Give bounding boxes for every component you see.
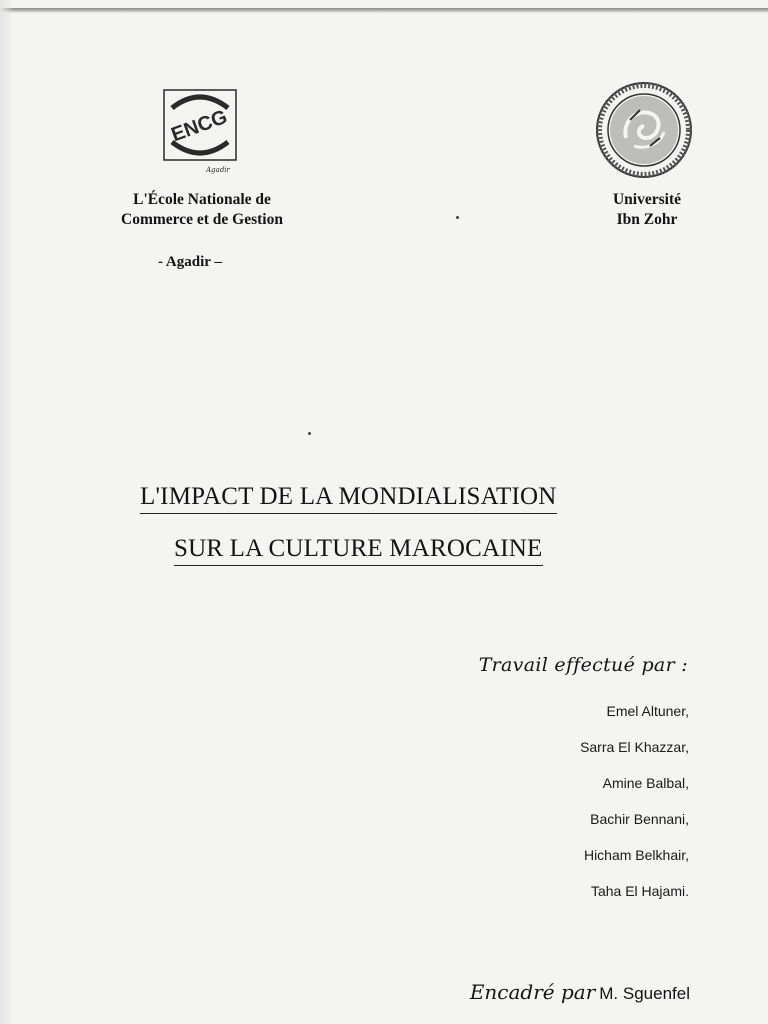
school-name-line-1: L'École Nationale de bbox=[133, 191, 271, 208]
scan-speck bbox=[456, 216, 459, 219]
school-name-line-2: Commerce et de Gestion bbox=[121, 211, 283, 228]
university-name bbox=[572, 190, 722, 230]
scan-speck bbox=[308, 432, 311, 435]
encg-logo-text: ENCG bbox=[168, 105, 231, 147]
supervisor-label: Encadré par bbox=[469, 980, 596, 1004]
scan-edge-left bbox=[0, 0, 14, 1024]
credits-heading: Travail effectué par : bbox=[478, 654, 688, 676]
university-name-line-1: Université bbox=[612, 191, 681, 208]
supervisor-name: M. Sguenfel bbox=[599, 984, 690, 1003]
scan-edge-top bbox=[0, 8, 768, 13]
university-name-line-2: Ibn Zohr bbox=[616, 211, 678, 228]
author-name: Hicham Belkhair, bbox=[583, 847, 689, 863]
school-name bbox=[92, 190, 312, 230]
school-city: - Agadir – bbox=[158, 254, 222, 270]
supervisor-line bbox=[470, 980, 690, 1004]
ibn-zohr-seal bbox=[594, 80, 694, 180]
author-list bbox=[580, 702, 689, 918]
author-name: Sarra El Khazzar, bbox=[580, 739, 689, 755]
document-title-line-1: L'IMPACT DE LA MONDIALISATION bbox=[140, 482, 557, 514]
author-name: Taha El Hajami. bbox=[590, 883, 689, 899]
author-name: Bachir Bennani, bbox=[590, 811, 689, 827]
author-name: Emel Altuner, bbox=[606, 703, 689, 719]
encg-logo-caption: Agadir bbox=[206, 166, 230, 174]
document-title-line-2: SUR LA CULTURE MAROCAINE bbox=[174, 534, 543, 566]
author-name: Amine Balbal, bbox=[602, 775, 689, 791]
encg-logo bbox=[158, 84, 242, 176]
